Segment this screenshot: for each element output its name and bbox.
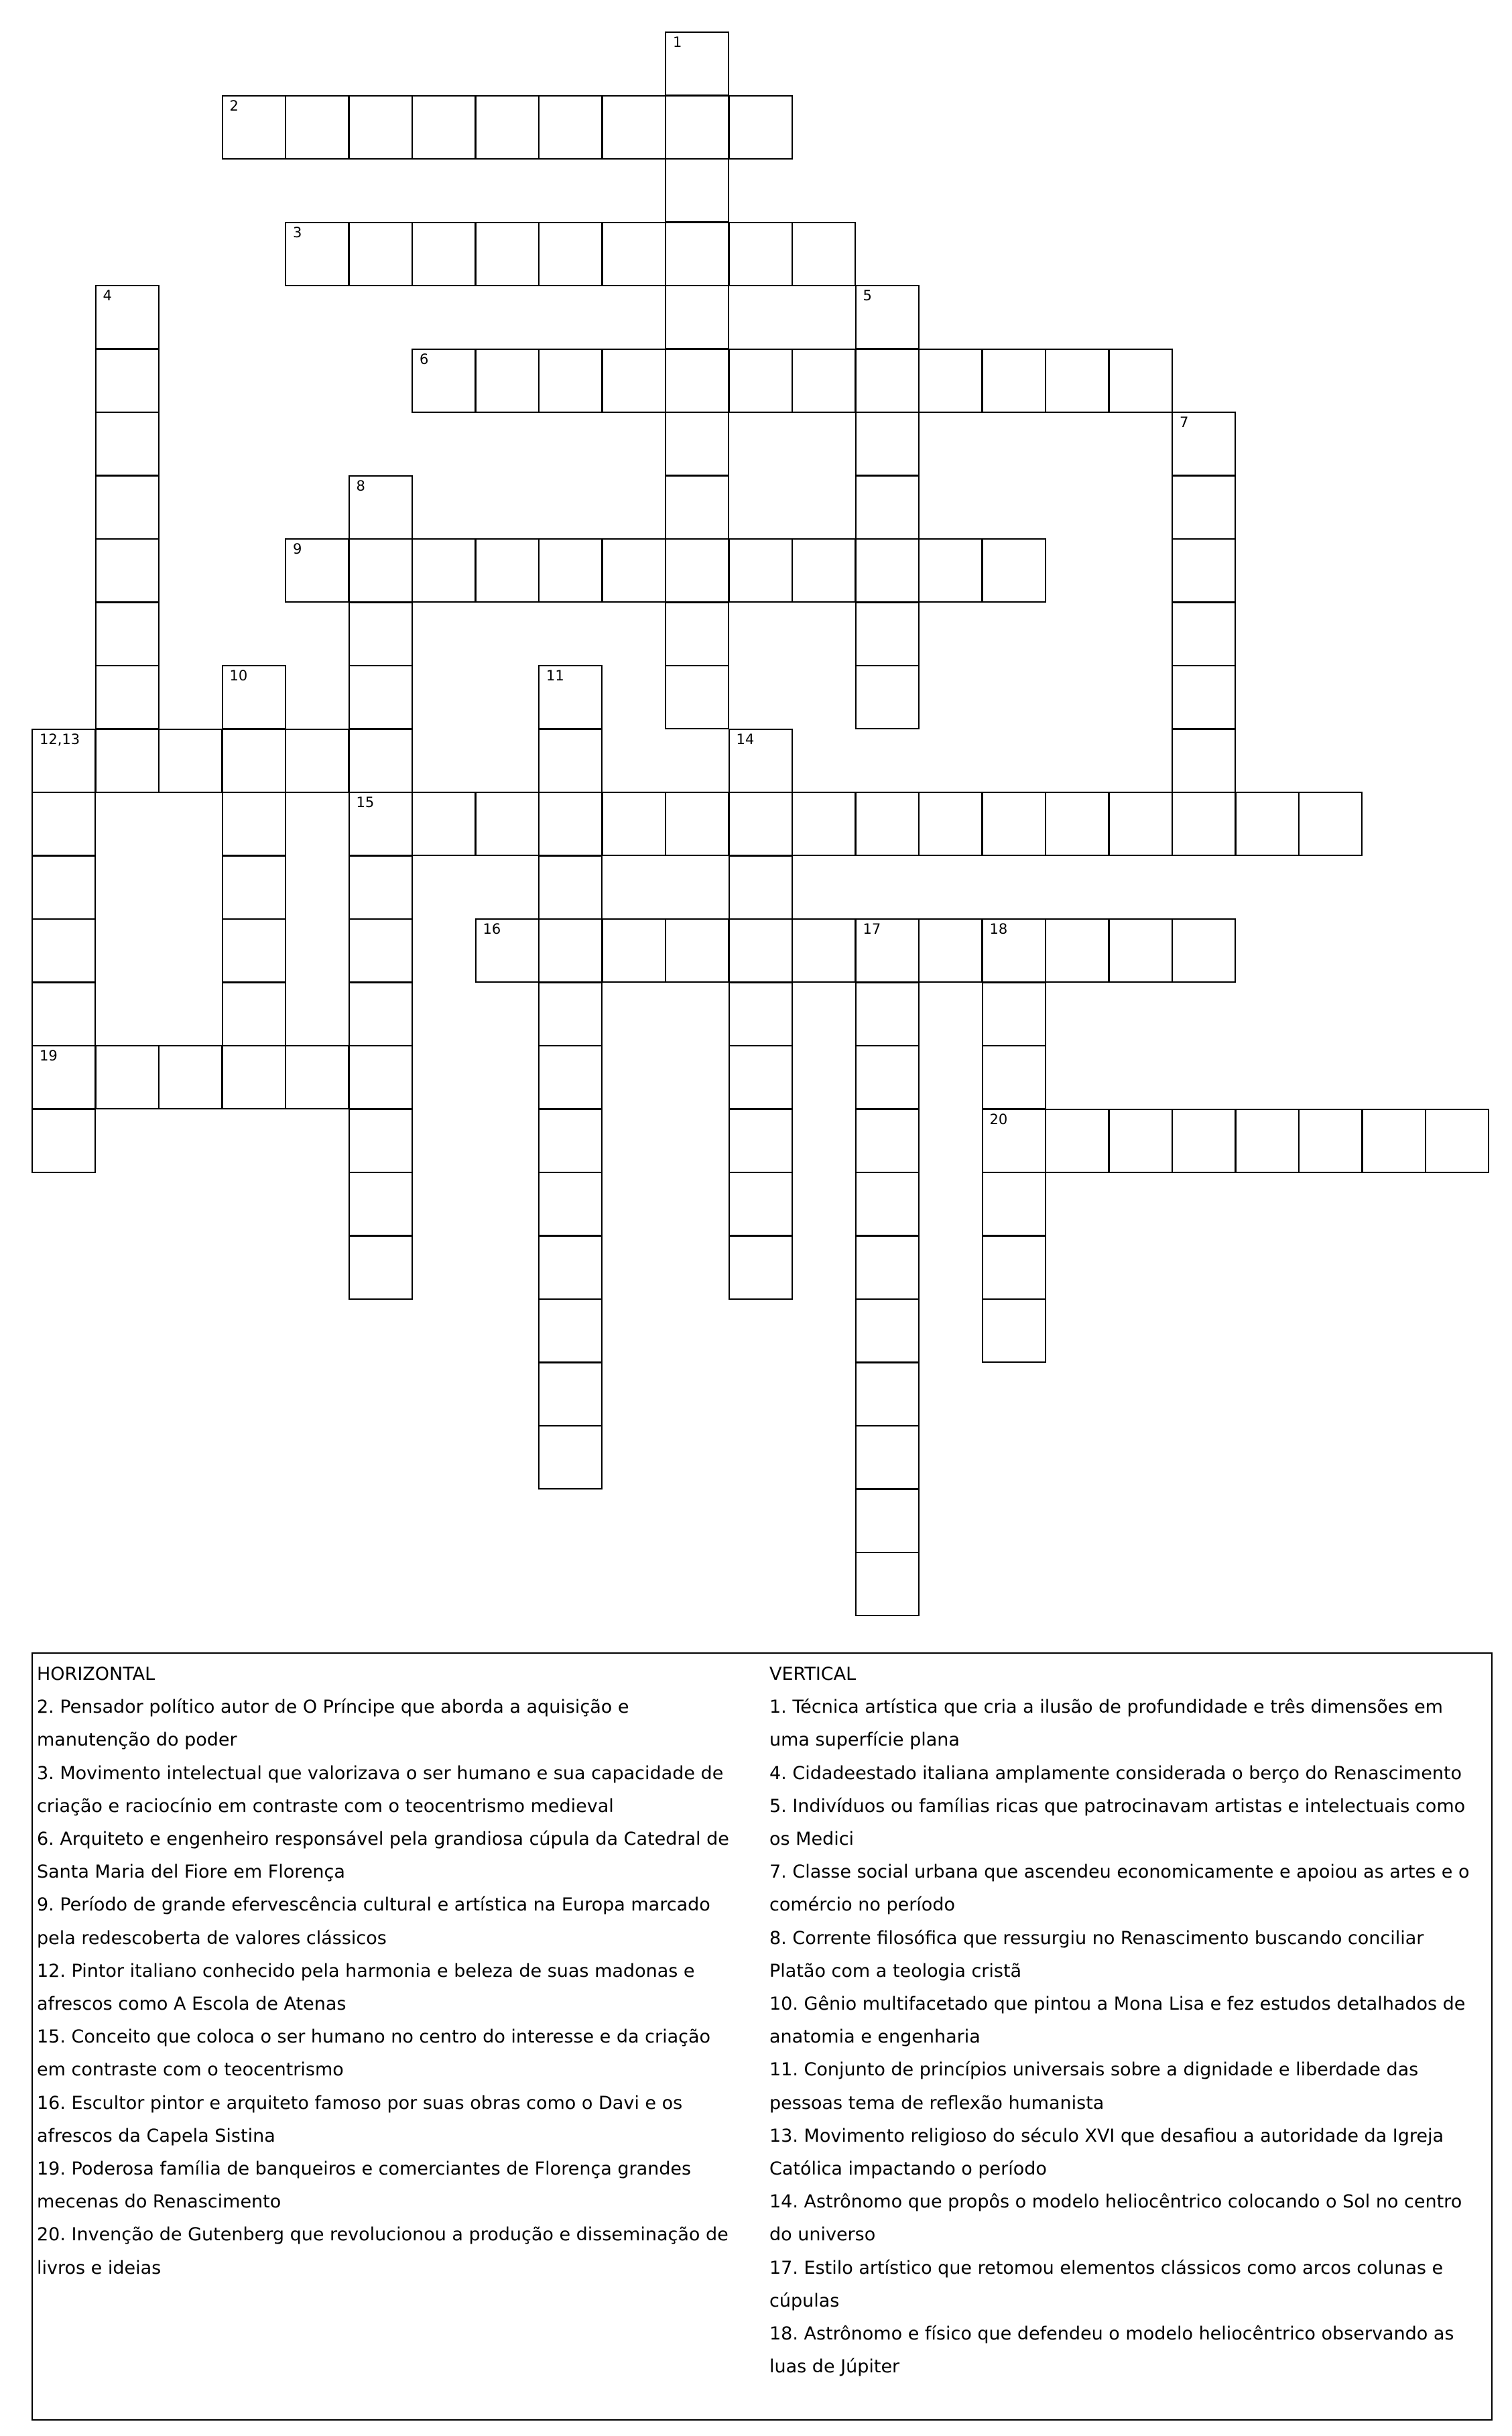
- grid-cell[interactable]: [602, 918, 666, 983]
- grid-cell[interactable]: [1172, 602, 1236, 666]
- clue-number: 10: [229, 668, 248, 684]
- grid-cell[interactable]: [602, 95, 666, 160]
- grid-cell[interactable]: [665, 222, 729, 286]
- grid-cell[interactable]: [538, 855, 603, 920]
- grid-cell[interactable]: [1362, 1109, 1426, 1173]
- grid-cell[interactable]: [982, 1235, 1046, 1300]
- across-clue: 15. Conceito que coloca o ser humano no centro do interesse e da criação em contraste com o teocentrismo: [37, 2026, 711, 2081]
- down-clue: 10. Gênio multifacetado que pintou a Mona Lisa e fez estudos detalhados de anatomia e engenharia: [769, 1994, 1466, 2048]
- grid-cell[interactable]: [158, 1045, 223, 1109]
- grid-cell[interactable]: [1425, 1109, 1489, 1173]
- grid-cell[interactable]: [729, 95, 793, 160]
- grid-cell[interactable]: [1109, 792, 1173, 856]
- down-clue: 7. Classe social urbana que ascendeu economicamente e apoiou as artes e o comércio no período: [769, 1862, 1470, 1916]
- across-clue: 6. Arquiteto e engenheiro responsável pela grandiosa cúpula da Catedral de Santa Maria del Fiore em Florença: [37, 1829, 729, 1883]
- grid-cell[interactable]: [982, 538, 1046, 603]
- grid-cell[interactable]: [538, 982, 603, 1046]
- grid-cell[interactable]: [538, 1362, 603, 1426]
- grid-cell[interactable]: [349, 475, 413, 540]
- grid-cell[interactable]: [538, 1109, 603, 1173]
- grid-cell[interactable]: [855, 982, 920, 1046]
- grid-cell[interactable]: [158, 729, 223, 793]
- grid-cell[interactable]: [95, 285, 160, 349]
- clue-number: 11: [546, 668, 564, 684]
- clue-number: 19: [40, 1048, 58, 1064]
- grid-cell[interactable]: [538, 1298, 603, 1363]
- grid-cell[interactable]: [855, 1235, 920, 1300]
- grid-cell[interactable]: [729, 918, 793, 983]
- grid-cell[interactable]: [665, 918, 729, 983]
- grid-cell[interactable]: [855, 349, 920, 413]
- grid-cell[interactable]: [855, 475, 920, 540]
- grid-cell[interactable]: [1172, 1109, 1236, 1173]
- clue-number: 5: [863, 288, 872, 304]
- grid-cell[interactable]: [475, 792, 540, 856]
- grid-cell[interactable]: [538, 1425, 603, 1489]
- grid-cell[interactable]: [32, 1045, 96, 1109]
- down-clue: 17. Estilo artístico que retomou elementos clássicos como arcos colunas e cúpulas: [769, 2257, 1444, 2311]
- grid-cell[interactable]: [32, 1109, 96, 1173]
- grid-cell[interactable]: [475, 222, 540, 286]
- grid-cell[interactable]: [349, 855, 413, 920]
- grid-cell[interactable]: [982, 982, 1046, 1046]
- grid-cell[interactable]: [729, 1172, 793, 1236]
- grid-cell[interactable]: [792, 792, 856, 856]
- grid-cell[interactable]: [95, 1045, 160, 1109]
- grid-cell[interactable]: [32, 982, 96, 1046]
- across-clue: 9. Período de grande efervescência cultural e artística na Europa marcado pela redescoberta de valores clássicos: [37, 1894, 710, 1949]
- grid-cell[interactable]: [349, 602, 413, 666]
- grid-cell[interactable]: [538, 95, 603, 160]
- grid-cell[interactable]: [602, 222, 666, 286]
- grid-cell[interactable]: [729, 1045, 793, 1109]
- grid-cell[interactable]: [855, 1172, 920, 1236]
- grid-cell[interactable]: [729, 982, 793, 1046]
- down-clue: 18. Astrônomo e físico que defendeu o modelo heliocêntrico observando as luas de Júpiter: [769, 2323, 1454, 2378]
- grid-cell[interactable]: [538, 222, 603, 286]
- grid-cell[interactable]: [855, 1552, 920, 1616]
- grid-cell[interactable]: [538, 1172, 603, 1236]
- across-clue: 3. Movimento intelectual que valorizava o ser humano e sua capacidade de criação e raciocínio em contraste com o teocentrismo medieval: [37, 1762, 724, 1817]
- grid-cell[interactable]: [538, 792, 603, 856]
- down-clues: [769, 1658, 1473, 2383]
- grid-cell[interactable]: [855, 1298, 920, 1363]
- grid-cell[interactable]: [349, 792, 413, 856]
- grid-cell[interactable]: [538, 1045, 603, 1109]
- grid-cell[interactable]: [95, 602, 160, 666]
- grid-cell[interactable]: [222, 665, 286, 729]
- grid-cell[interactable]: [412, 538, 476, 603]
- grid-cell[interactable]: [222, 855, 286, 920]
- grid-cell[interactable]: [412, 95, 476, 160]
- grid-cell[interactable]: [412, 792, 476, 856]
- grid-cell[interactable]: [95, 538, 160, 603]
- grid-cell[interactable]: [665, 32, 729, 96]
- grid-cell[interactable]: [1172, 538, 1236, 603]
- grid-cell[interactable]: [855, 412, 920, 476]
- grid-cell[interactable]: [538, 729, 603, 793]
- grid-cell[interactable]: [285, 538, 349, 603]
- grid-cell[interactable]: [855, 665, 920, 729]
- grid-cell[interactable]: [792, 349, 856, 413]
- down-clue: 4. Cidadeestado italiana amplamente considerada o berço do Renascimento: [769, 1762, 1462, 1784]
- grid-cell[interactable]: [538, 1235, 603, 1300]
- clue-number: 4: [103, 288, 112, 304]
- grid-cell[interactable]: [792, 918, 856, 983]
- grid-cell[interactable]: [982, 918, 1046, 983]
- clue-number: 18: [989, 921, 1008, 937]
- grid-cell[interactable]: [855, 1425, 920, 1489]
- down-clue: 8. Corrente filosófica que ressurgiu no Renascimento buscando conciliar Platão com a teologia cristã: [769, 1927, 1424, 1982]
- down-clue: 1. Técnica artística que cria a ilusão de profundidade e três dimensões em uma superfície plana: [769, 1697, 1443, 1751]
- grid-cell[interactable]: [222, 982, 286, 1046]
- grid-cell[interactable]: [1109, 918, 1173, 983]
- grid-cell[interactable]: [349, 1109, 413, 1173]
- grid-cell[interactable]: [32, 792, 96, 856]
- grid-cell[interactable]: [1109, 349, 1173, 413]
- grid-cell[interactable]: [412, 349, 476, 413]
- grid-cell[interactable]: [349, 1045, 413, 1109]
- grid-cell[interactable]: [32, 855, 96, 920]
- grid-cell[interactable]: [32, 729, 96, 793]
- grid-cell[interactable]: [1045, 1109, 1109, 1173]
- clue-number: 7: [1180, 414, 1189, 430]
- grid-cell[interactable]: [855, 1489, 920, 1553]
- across-clue: 16. Escultor pintor e arquiteto famoso por suas obras como o Davi e os afrescos da Capela Sistina: [37, 2092, 683, 2146]
- grid-cell[interactable]: [349, 982, 413, 1046]
- grid-cell[interactable]: [349, 538, 413, 603]
- grid-cell[interactable]: [1172, 918, 1236, 983]
- grid-cell[interactable]: [285, 95, 349, 160]
- grid-cell[interactable]: [1235, 1109, 1300, 1173]
- grid-cell[interactable]: [855, 538, 920, 603]
- grid-cell[interactable]: [1298, 1109, 1363, 1173]
- grid-cell[interactable]: [918, 349, 983, 413]
- grid-cell[interactable]: [349, 918, 413, 983]
- clue-number: 12,13: [40, 731, 80, 747]
- clue-number: 3: [293, 224, 302, 241]
- grid-cell[interactable]: [855, 285, 920, 349]
- grid-cell[interactable]: [665, 95, 729, 160]
- grid-cell[interactable]: [95, 729, 160, 793]
- grid-cell[interactable]: [855, 602, 920, 666]
- clue-number: 9: [293, 541, 302, 557]
- grid-cell[interactable]: [1172, 475, 1236, 540]
- grid-cell[interactable]: [222, 918, 286, 983]
- grid-cell[interactable]: [982, 1045, 1046, 1109]
- grid-cell[interactable]: [475, 918, 540, 983]
- across-clue: 20. Invenção de Gutenberg que revolucionou a produção e disseminação de livros e ideias: [37, 2224, 729, 2278]
- grid-cell[interactable]: [95, 412, 160, 476]
- grid-cell[interactable]: [918, 918, 983, 983]
- grid-cell[interactable]: [665, 475, 729, 540]
- grid-cell[interactable]: [855, 1045, 920, 1109]
- grid-cell[interactable]: [1045, 792, 1109, 856]
- grid-cell[interactable]: [982, 349, 1046, 413]
- grid-cell[interactable]: [665, 792, 729, 856]
- down-heading: VERTICAL: [769, 1664, 857, 1685]
- grid-cell[interactable]: [222, 1045, 286, 1109]
- down-clue: 5. Indivíduos ou famílias ricas que patrocinavam artistas e intelectuais como os Medici: [769, 1795, 1466, 1850]
- across-clue: 12. Pintor italiano conhecido pela harmonia e beleza de suas madonas e afrescos como A Escola de Atenas: [37, 1960, 695, 2015]
- grid-cell[interactable]: [855, 1362, 920, 1426]
- grid-cell[interactable]: [1172, 412, 1236, 476]
- down-clue: 13. Movimento religioso do século XVI que desafiou a autoridade da Igreja Católica impactando o período: [769, 2125, 1444, 2180]
- grid-cell[interactable]: [729, 729, 793, 793]
- clue-box: [32, 1652, 1493, 2421]
- clue-number: 16: [483, 921, 501, 937]
- grid-cell[interactable]: [665, 538, 729, 603]
- grid-cell[interactable]: [412, 222, 476, 286]
- down-clue: 14. Astrônomo que propôs o modelo heliocêntrico colocando o Sol no centro do universo: [769, 2191, 1462, 2246]
- grid-cell[interactable]: [729, 792, 793, 856]
- grid-cell[interactable]: [538, 538, 603, 603]
- grid-cell[interactable]: [792, 222, 856, 286]
- grid-cell[interactable]: [475, 349, 540, 413]
- across-heading: HORIZONTAL: [37, 1664, 155, 1685]
- grid-cell[interactable]: [665, 285, 729, 349]
- grid-cell[interactable]: [665, 665, 729, 729]
- grid-cell[interactable]: [285, 729, 349, 793]
- grid-cell[interactable]: [1172, 729, 1236, 793]
- grid-cell[interactable]: [729, 1109, 793, 1173]
- grid-cell[interactable]: [349, 729, 413, 793]
- grid-cell[interactable]: [602, 792, 666, 856]
- grid-cell[interactable]: [285, 1045, 349, 1109]
- grid-cell[interactable]: [349, 1235, 413, 1300]
- grid-cell[interactable]: [222, 95, 286, 160]
- grid-cell[interactable]: [729, 349, 793, 413]
- grid-cell[interactable]: [222, 729, 286, 793]
- clue-number: 1: [673, 34, 682, 50]
- clue-number: 8: [356, 477, 365, 494]
- clue-number: 2: [229, 97, 239, 114]
- grid-cell[interactable]: [349, 222, 413, 286]
- grid-cell[interactable]: [538, 918, 603, 983]
- across-clue: 19. Poderosa família de banqueiros e comerciantes de Florença grandes mecenas do Renascimento: [37, 2158, 692, 2213]
- grid-cell[interactable]: [95, 475, 160, 540]
- grid-cell[interactable]: [729, 222, 793, 286]
- grid-cell[interactable]: [1172, 665, 1236, 729]
- grid-cell[interactable]: [95, 665, 160, 729]
- grid-cell[interactable]: [665, 158, 729, 223]
- grid-cell[interactable]: [1109, 1109, 1173, 1173]
- grid-cell[interactable]: [1298, 792, 1363, 856]
- grid-cell[interactable]: [982, 1109, 1046, 1173]
- grid-cell[interactable]: [982, 792, 1046, 856]
- clue-number: 17: [863, 921, 881, 937]
- grid-cell[interactable]: [982, 1298, 1046, 1363]
- grid-cell[interactable]: [602, 349, 666, 413]
- grid-cell[interactable]: [475, 95, 540, 160]
- clue-number: 20: [989, 1111, 1008, 1128]
- clue-number: 15: [356, 794, 375, 810]
- clue-number: 14: [736, 731, 755, 747]
- grid-cell[interactable]: [792, 538, 856, 603]
- grid-cell[interactable]: [918, 792, 983, 856]
- grid-cell[interactable]: [32, 918, 96, 983]
- grid-cell[interactable]: [222, 792, 286, 856]
- grid-cell[interactable]: [665, 602, 729, 666]
- clue-number: 6: [420, 351, 429, 367]
- grid-cell[interactable]: [285, 222, 349, 286]
- grid-cell[interactable]: [1045, 349, 1109, 413]
- grid-cell[interactable]: [538, 349, 603, 413]
- grid-cell[interactable]: [665, 349, 729, 413]
- grid-cell[interactable]: [475, 538, 540, 603]
- grid-cell[interactable]: [1045, 918, 1109, 983]
- grid-cell[interactable]: [729, 855, 793, 920]
- grid-cell[interactable]: [729, 538, 793, 603]
- grid-cell[interactable]: [982, 1172, 1046, 1236]
- down-clue: 11. Conjunto de princípios universais sobre a dignidade e liberdade das pessoas tema de reflexão humanista: [769, 2059, 1419, 2114]
- grid-cell[interactable]: [349, 1172, 413, 1236]
- grid-cell[interactable]: [665, 412, 729, 476]
- grid-cell[interactable]: [729, 1235, 793, 1300]
- grid-cell[interactable]: [855, 918, 920, 983]
- grid-cell[interactable]: [918, 538, 983, 603]
- grid-cell[interactable]: [602, 538, 666, 603]
- grid-cell[interactable]: [349, 665, 413, 729]
- grid-cell[interactable]: [538, 665, 603, 729]
- across-clues: [37, 1658, 741, 2285]
- grid-cell[interactable]: [855, 1109, 920, 1173]
- across-clue: 2. Pensador político autor de O Príncipe que aborda a aquisição e manutenção do poder: [37, 1697, 629, 1751]
- grid-cell[interactable]: [95, 349, 160, 413]
- grid-cell[interactable]: [855, 792, 920, 856]
- grid-cell[interactable]: [1172, 792, 1236, 856]
- grid-cell[interactable]: [1235, 792, 1300, 856]
- grid-cell[interactable]: [349, 95, 413, 160]
